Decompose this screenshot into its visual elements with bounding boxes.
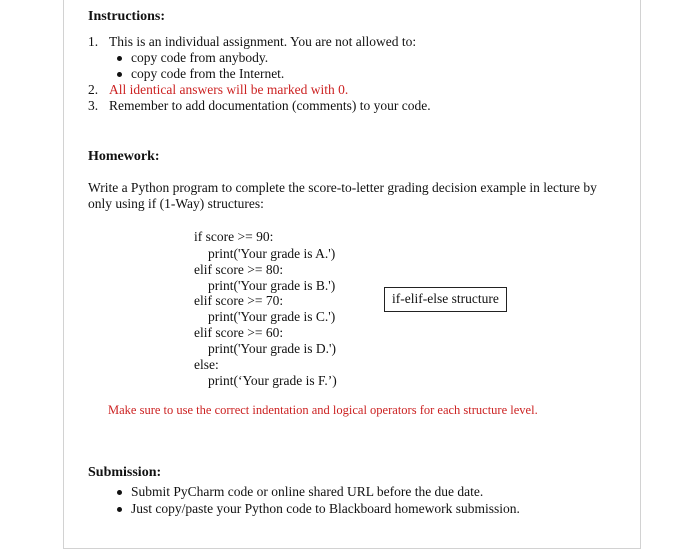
submission-item-2: Just copy/paste your Python code to Blackboard homework submission.	[131, 501, 520, 516]
homework-paragraph-line-2: only using if (1-Way) structures:	[88, 196, 264, 211]
homework-paragraph-line-1: Write a Python program to complete the score-to-letter grading decision example in lecture by	[88, 180, 597, 195]
code-line: print('Your grade is A.')	[208, 246, 336, 261]
code-line: elif score >= 70:	[194, 293, 284, 308]
code-line: print('Your grade is C.')	[208, 309, 336, 324]
submission-item-1: Submit PyCharm code or online shared URL before the due date.	[131, 484, 484, 499]
code-line: print('Your grade is B.')	[208, 278, 336, 293]
instructions-heading: Instructions:	[88, 9, 166, 24]
code-line: elif score >= 80:	[194, 262, 284, 277]
code-line: elif score >= 60:	[194, 325, 284, 340]
bullet-icon	[117, 72, 122, 77]
instructions-item-1-number: 1.	[88, 34, 99, 49]
bullet-icon	[117, 490, 122, 495]
instructions-subitem-2: copy code from the Internet.	[131, 66, 285, 81]
homework-heading: Homework:	[88, 149, 160, 164]
instructions-item-2: All identical answers will be marked with 0.	[109, 82, 349, 97]
instructions-subitem-1: copy code from anybody.	[131, 50, 269, 65]
instructions-item-2-number: 2.	[88, 82, 99, 97]
instructions-item-3: Remember to add documentation (comments) to your code.	[109, 98, 431, 113]
bullet-icon	[117, 56, 122, 61]
code-line: else:	[194, 357, 219, 372]
submission-heading: Submission:	[88, 465, 162, 480]
code-line: print('Your grade is D.')	[208, 341, 336, 356]
instructions-item-3-number: 3.	[88, 98, 99, 113]
code-line: print(‘Your grade is F.’)	[208, 373, 337, 388]
code-line: if score >= 90:	[194, 229, 274, 244]
instructions-item-1: This is an individual assignment. You are not allowed to:	[109, 34, 417, 49]
homework-note: Make sure to use the correct indentation and logical operators for each structure level.	[108, 403, 538, 417]
structure-label-box: if-elif-else structure	[384, 287, 507, 312]
bullet-icon	[117, 507, 122, 512]
